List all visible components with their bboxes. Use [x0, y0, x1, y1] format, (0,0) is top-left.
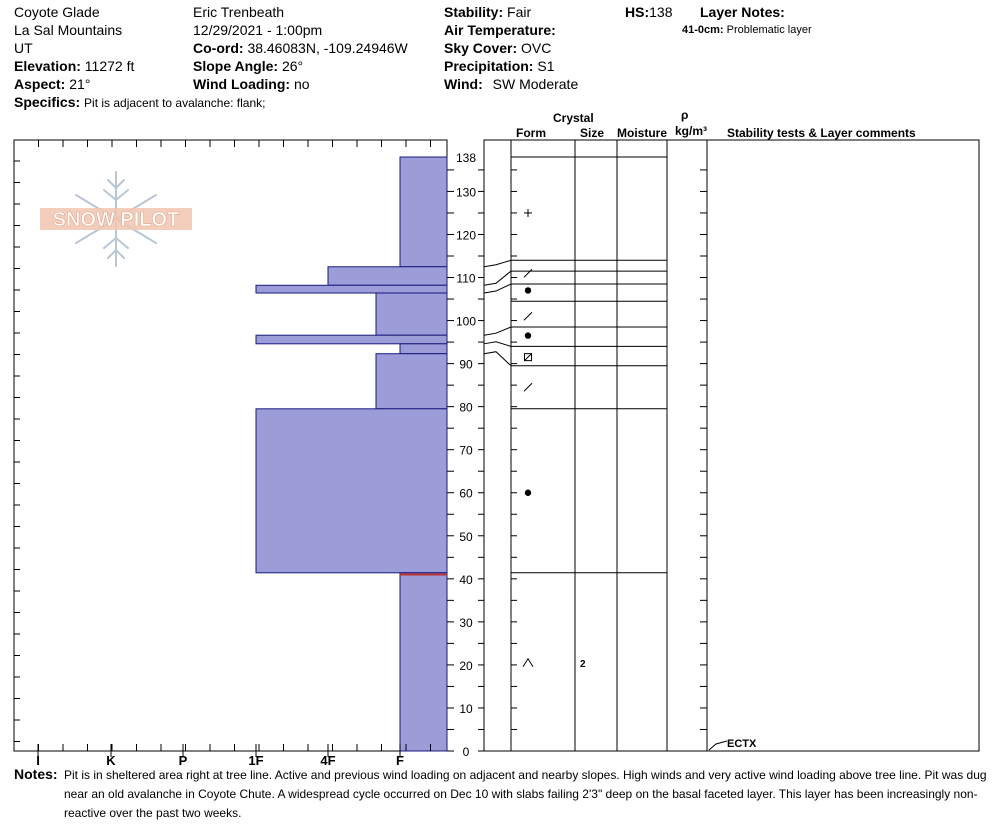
decomposing-symbol-1	[524, 269, 532, 277]
specifics	[14, 94, 265, 112]
faceted-rounded-symbol-5	[525, 354, 532, 361]
hs-value: 138	[649, 4, 673, 20]
hardness-bar-6	[376, 354, 447, 409]
coordinates	[193, 40, 408, 57]
depth-label-130: 130	[455, 185, 477, 200]
rho-header: ρ	[681, 108, 689, 122]
wind-label: Wind:	[444, 76, 483, 92]
snowpilot-logo-text: SNOW PILOT	[52, 209, 180, 231]
stability-test-pointer	[709, 741, 727, 750]
wind	[444, 76, 578, 93]
crystal-size-0: 2	[580, 658, 586, 670]
aspect-label: Aspect:	[14, 76, 66, 92]
hardness-label-K: K	[106, 753, 116, 768]
sky-value: OVC	[521, 40, 552, 56]
elevation	[14, 58, 134, 75]
precip-label: Precipitation:	[444, 58, 534, 74]
hardness-bar-8	[400, 573, 447, 751]
hardness-bar-4	[256, 335, 447, 344]
hardness-bar-2	[256, 285, 447, 293]
stability-comments-header: Stability tests & Layer comments	[727, 126, 916, 140]
depth-label-60: 60	[459, 486, 473, 501]
moisture-header: Moisture	[617, 126, 668, 140]
hardness-bar-0	[400, 157, 447, 267]
depth-label-40: 40	[459, 572, 473, 587]
depth-hoar-symbol-8	[523, 659, 533, 667]
boundary-connector-0	[484, 260, 511, 266]
sky-cover	[444, 40, 551, 57]
observer-name: Eric Trenbeath	[193, 4, 285, 20]
rounded-grain-symbol-7	[525, 490, 531, 496]
specifics-value: Pit is adjacent to avalanche: flank;	[84, 96, 266, 110]
hs-label: HS:	[625, 4, 650, 20]
depth-label-30: 30	[459, 615, 473, 630]
density-unit-header: kg/m³	[675, 124, 708, 138]
boundary-connector-5	[484, 352, 511, 366]
layer-note-depth: 41-0cm:	[682, 24, 724, 36]
hardness-label-4F: 4F	[320, 753, 336, 768]
stability-test-label: ECTX	[727, 738, 757, 750]
depth-axis	[447, 151, 707, 759]
rounded-grain-symbol-4	[525, 332, 531, 338]
boundary-connector-2	[484, 284, 511, 293]
sky-label: Sky Cover:	[444, 40, 518, 56]
wind-loading-label: Wind Loading:	[193, 76, 291, 92]
hardness-bar-3	[376, 293, 447, 335]
diag	[525, 354, 532, 361]
depth-label-80: 80	[459, 400, 473, 415]
coord-label: Co-ord:	[193, 40, 244, 56]
precip-value: S1	[537, 58, 555, 74]
air-temperature	[444, 22, 556, 39]
snow-height	[625, 4, 672, 21]
mountain-range: La Sal Mountains	[14, 22, 123, 38]
depth-label-138: 138	[455, 151, 477, 165]
stability	[444, 4, 531, 21]
crystal-form-symbols	[523, 209, 586, 670]
rounded-grain-symbol-2	[525, 287, 531, 293]
precipitation	[444, 58, 554, 75]
size-header: Size	[580, 126, 605, 140]
decomposing-symbol-6	[524, 383, 532, 391]
depth-label-0: 0	[462, 745, 470, 759]
hardness-label-I: I	[36, 753, 40, 768]
stability-value: Fair	[507, 4, 532, 20]
location-name: Coyote Glade	[14, 4, 100, 20]
layer-notes-title: Layer Notes:	[700, 4, 785, 20]
coord-value: 38.46083N, -109.24946W	[247, 40, 408, 56]
crystal-header: Crystal	[553, 111, 594, 125]
boundary-connector-1	[484, 271, 511, 285]
observation-datetime: 12/29/2021 - 1:00pm	[193, 22, 323, 38]
snowpilot-logo	[38, 170, 194, 268]
stability-label: Stability:	[444, 4, 504, 20]
depth-label-50: 50	[459, 529, 473, 544]
elevation-label: Elevation:	[14, 58, 81, 74]
depth-label-10: 10	[459, 701, 473, 716]
slope-angle	[193, 58, 303, 75]
layer-note-text: Problematic layer	[726, 24, 812, 36]
hardness-bar-5	[400, 344, 447, 354]
hardness-label-P: P	[178, 753, 188, 768]
hardness-bar-1	[328, 267, 447, 286]
form-header: Form	[516, 126, 546, 140]
depth-label-110: 110	[456, 271, 476, 286]
decomposing-symbol-3	[524, 312, 532, 320]
hardness-bar-7	[256, 409, 447, 573]
aspect-value: 21°	[69, 76, 91, 92]
wind-value: SW Moderate	[492, 76, 579, 92]
depth-label-20: 20	[459, 658, 473, 673]
aspect	[14, 76, 90, 93]
layer-note	[682, 23, 812, 38]
wind-loading-value: no	[293, 76, 310, 92]
layer-table	[484, 140, 979, 751]
hardness-label-1F: 1F	[248, 753, 264, 768]
depth-label-120: 120	[455, 228, 477, 243]
depth-label-90: 90	[459, 357, 473, 372]
depth-label-100: 100	[455, 314, 477, 329]
layer-table-frame	[484, 140, 979, 751]
notes-text: Pit is in sheltered area right at tree line. Active and previous wind loading on adjacent and nearby slopes. High winds and very active wind loading above tree line. Pit was dug near an old avalanche in Coyote Chute. A widespread cycle occurred on Dec 10 with slabs failing 2'3" deep on the basal faceted layer. This layer has been increasingly non-reactive over the past two weeks.	[64, 768, 987, 820]
new-snow-symbol-0	[524, 209, 532, 217]
air-temp-label: Air Temperature:	[444, 22, 556, 38]
notes-label: Notes:	[14, 766, 58, 782]
wind-loading	[193, 76, 310, 93]
boundary-connector-3	[484, 327, 511, 335]
boundary-connector-4	[484, 342, 511, 347]
elevation-value: 11272 ft	[84, 58, 135, 74]
slope-value: 26°	[281, 58, 304, 74]
state: UT	[14, 40, 33, 56]
specifics-label: Specifics:	[14, 94, 81, 110]
depth-label-70: 70	[459, 443, 473, 458]
hardness-label-F: F	[396, 753, 404, 768]
slope-label: Slope Angle:	[193, 58, 279, 74]
